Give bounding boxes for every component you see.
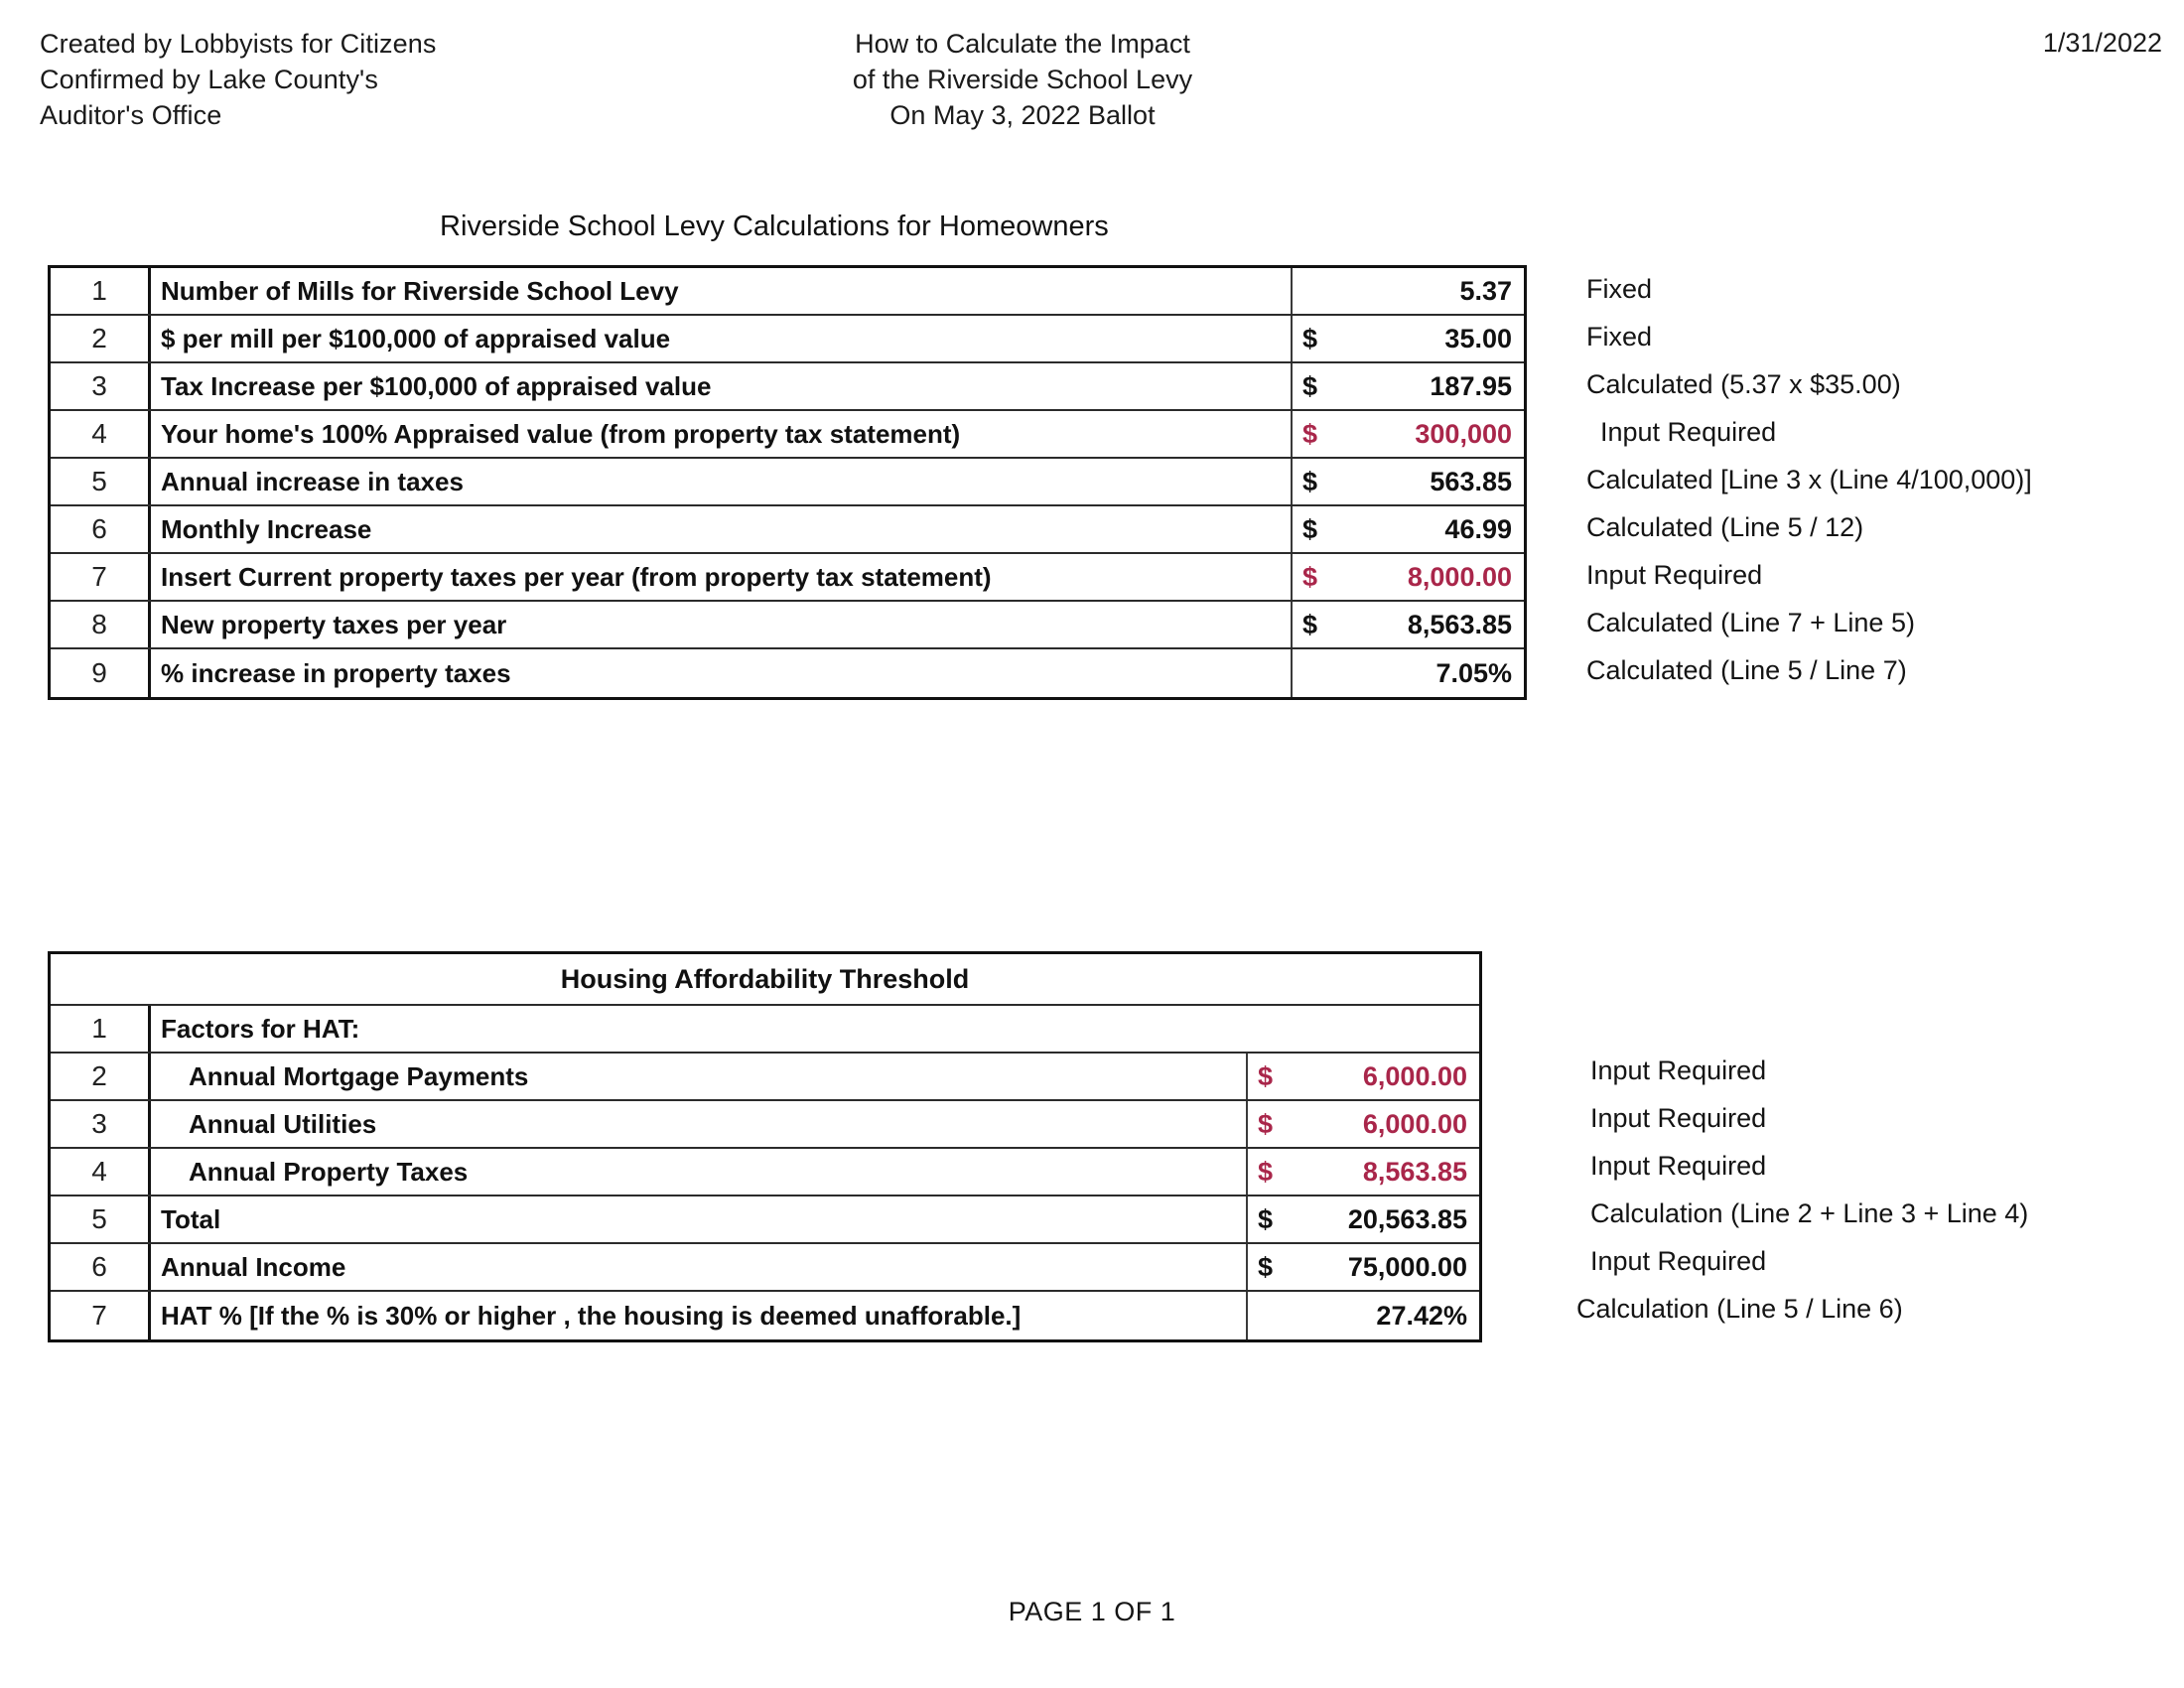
currency-symbol: $ bbox=[1302, 561, 1318, 592]
currency-symbol: $ bbox=[1258, 1060, 1274, 1091]
row-number: 8 bbox=[51, 602, 151, 647]
table-row bbox=[51, 459, 1524, 506]
row-value-cell[interactable] bbox=[1291, 506, 1524, 552]
row-value: 8,000.00 bbox=[1407, 561, 1512, 592]
document-date: 1/31/2022 bbox=[2042, 28, 2162, 58]
row-value-cell-input[interactable] bbox=[1246, 1101, 1479, 1147]
table-row bbox=[51, 1101, 1479, 1149]
row-number: 1 bbox=[51, 1006, 151, 1052]
row-value-cell-input[interactable] bbox=[1291, 411, 1524, 457]
annotation: Input Required bbox=[1600, 416, 1777, 447]
row-label: $ per mill per $100,000 of appraised value bbox=[161, 323, 671, 353]
row-label: Factors for HAT: bbox=[161, 1013, 360, 1044]
row-number: 5 bbox=[51, 1196, 151, 1242]
row-value: 35.00 bbox=[1444, 323, 1512, 353]
annotation: Calculated (Line 5 / Line 7) bbox=[1586, 654, 1907, 685]
table-row bbox=[51, 649, 1524, 697]
row-value-cell-input[interactable] bbox=[1246, 1149, 1479, 1195]
row-value: 187.95 bbox=[1430, 370, 1512, 401]
document-title bbox=[715, 26, 1330, 133]
table-row bbox=[51, 1244, 1479, 1292]
row-number: 6 bbox=[51, 506, 151, 552]
levy-calculations-table bbox=[48, 265, 1527, 700]
row-value: 8,563.85 bbox=[1407, 609, 1512, 639]
row-value: 7.05% bbox=[1435, 657, 1512, 688]
row-value-cell[interactable] bbox=[1246, 1196, 1479, 1242]
row-label: HAT % [If the % is 30% or higher , the housing is deemed unafforable.] bbox=[161, 1300, 1022, 1331]
table-row bbox=[51, 1292, 1479, 1339]
annotation: Calculated (Line 7 + Line 5) bbox=[1586, 607, 1915, 637]
row-number: 5 bbox=[51, 459, 151, 504]
row-value: 6,000.00 bbox=[1362, 1060, 1467, 1091]
row-label: New property taxes per year bbox=[161, 609, 507, 639]
row-number: 3 bbox=[51, 363, 151, 409]
currency-symbol: $ bbox=[1258, 1108, 1274, 1139]
table-row bbox=[51, 1006, 1479, 1054]
row-label: Annual Income bbox=[161, 1251, 346, 1282]
table-row bbox=[51, 1196, 1479, 1244]
creator-attribution bbox=[40, 26, 436, 133]
row-label: Annual Utilities bbox=[189, 1108, 377, 1139]
annotation: Calculated (5.37 x $35.00) bbox=[1586, 368, 1901, 399]
housing-table-annotations bbox=[1576, 951, 2028, 1333]
annotation: Calculated (Line 5 / 12) bbox=[1586, 511, 1864, 542]
attribution-line-3: Auditor's Office bbox=[40, 100, 222, 130]
row-label: Annual Mortgage Payments bbox=[189, 1060, 529, 1091]
row-label: Annual Property Taxes bbox=[189, 1156, 469, 1187]
currency-symbol: $ bbox=[1302, 466, 1318, 496]
row-number: 7 bbox=[51, 1292, 151, 1339]
row-value: 5.37 bbox=[1459, 275, 1512, 306]
currency-symbol: $ bbox=[1302, 323, 1318, 353]
title-line-1: How to Calculate the Impact bbox=[855, 29, 1190, 59]
currency-symbol: $ bbox=[1302, 513, 1318, 544]
row-value-cell[interactable] bbox=[1246, 1244, 1479, 1290]
housing-affordability-table bbox=[48, 951, 1482, 1342]
row-label: Annual increase in taxes bbox=[161, 466, 464, 496]
row-number: 4 bbox=[51, 411, 151, 457]
table-title: Housing Affordability Threshold bbox=[560, 963, 970, 994]
table-row bbox=[51, 316, 1524, 363]
annotation: Input Required bbox=[1590, 1102, 1767, 1133]
row-value: 563.85 bbox=[1430, 466, 1512, 496]
annotation: Input Required bbox=[1590, 1245, 1767, 1276]
table-row bbox=[51, 602, 1524, 649]
table-row bbox=[51, 411, 1524, 459]
levy-table-annotations bbox=[1586, 265, 2032, 694]
row-label: Tax Increase per $100,000 of appraised value bbox=[161, 370, 712, 401]
page-number-label: PAGE 1 OF 1 bbox=[1008, 1597, 1176, 1626]
row-number: 4 bbox=[51, 1149, 151, 1195]
levy-table-caption: Riverside School Levy Calculations for Homeowners bbox=[440, 211, 1109, 242]
row-number: 2 bbox=[51, 1054, 151, 1099]
annotation: Fixed bbox=[1586, 273, 1653, 304]
annotation: Fixed bbox=[1586, 321, 1653, 352]
title-line-3: On May 3, 2022 Ballot bbox=[889, 100, 1156, 130]
row-label: Number of Mills for Riverside School Levy bbox=[161, 275, 679, 306]
row-value-cell-input[interactable] bbox=[1246, 1054, 1479, 1099]
row-label: Insert Current property taxes per year (from property tax statement) bbox=[161, 561, 992, 592]
row-value: 75,000.00 bbox=[1347, 1251, 1467, 1282]
title-line-2: of the Riverside School Levy bbox=[852, 65, 1193, 94]
row-label: % increase in property taxes bbox=[161, 657, 511, 688]
page-footer bbox=[0, 1597, 2184, 1627]
row-value-cell-input[interactable] bbox=[1291, 554, 1524, 600]
row-value: 8,563.85 bbox=[1362, 1156, 1467, 1187]
currency-symbol: $ bbox=[1258, 1156, 1274, 1187]
row-number: 1 bbox=[51, 268, 151, 314]
row-label: Your home's 100% Appraised value (from property tax statement) bbox=[161, 418, 961, 449]
row-number: 2 bbox=[51, 316, 151, 361]
annotation: Calculation (Line 2 + Line 3 + Line 4) bbox=[1590, 1197, 2029, 1228]
row-value-cell[interactable] bbox=[1291, 649, 1524, 697]
attribution-line-2: Confirmed by Lake County's bbox=[40, 65, 378, 94]
row-value: 6,000.00 bbox=[1362, 1108, 1467, 1139]
table-row bbox=[51, 268, 1524, 316]
table-row bbox=[51, 1054, 1479, 1101]
row-value: 300,000 bbox=[1415, 418, 1512, 449]
table-row bbox=[51, 1149, 1479, 1196]
row-number: 3 bbox=[51, 1101, 151, 1147]
row-value: 20,563.85 bbox=[1347, 1203, 1467, 1234]
row-value-cell[interactable] bbox=[1291, 363, 1524, 409]
currency-symbol: $ bbox=[1258, 1203, 1274, 1234]
annotation: Input Required bbox=[1590, 1055, 1767, 1085]
table-row bbox=[51, 363, 1524, 411]
row-label: Monthly Increase bbox=[161, 513, 372, 544]
annotation: Calculated [Line 3 x (Line 4/100,000)] bbox=[1586, 464, 2032, 494]
annotation: Calculation (Line 5 / Line 6) bbox=[1576, 1293, 1903, 1324]
row-number: 6 bbox=[51, 1244, 151, 1290]
row-value: 46.99 bbox=[1444, 513, 1512, 544]
attribution-line-1: Created by Lobbyists for Citizens bbox=[40, 29, 437, 59]
row-value-cell[interactable] bbox=[1246, 1292, 1479, 1339]
annotation: Input Required bbox=[1590, 1150, 1767, 1181]
row-label: Total bbox=[161, 1203, 221, 1234]
row-value-cell[interactable] bbox=[1291, 268, 1524, 314]
table-header-row bbox=[51, 954, 1479, 1006]
currency-symbol: $ bbox=[1258, 1251, 1274, 1282]
row-value-cell[interactable] bbox=[1291, 316, 1524, 361]
currency-symbol: $ bbox=[1302, 609, 1318, 639]
row-value-cell[interactable] bbox=[1291, 459, 1524, 504]
currency-symbol: $ bbox=[1302, 418, 1318, 449]
table-row bbox=[51, 506, 1524, 554]
row-number: 7 bbox=[51, 554, 151, 600]
currency-symbol: $ bbox=[1302, 370, 1318, 401]
row-number: 9 bbox=[51, 649, 151, 697]
row-value-cell[interactable] bbox=[1291, 602, 1524, 647]
page-header bbox=[0, 26, 2184, 150]
annotation: Input Required bbox=[1586, 559, 1763, 590]
row-value: 27.42% bbox=[1376, 1300, 1467, 1331]
table-row bbox=[51, 554, 1524, 602]
